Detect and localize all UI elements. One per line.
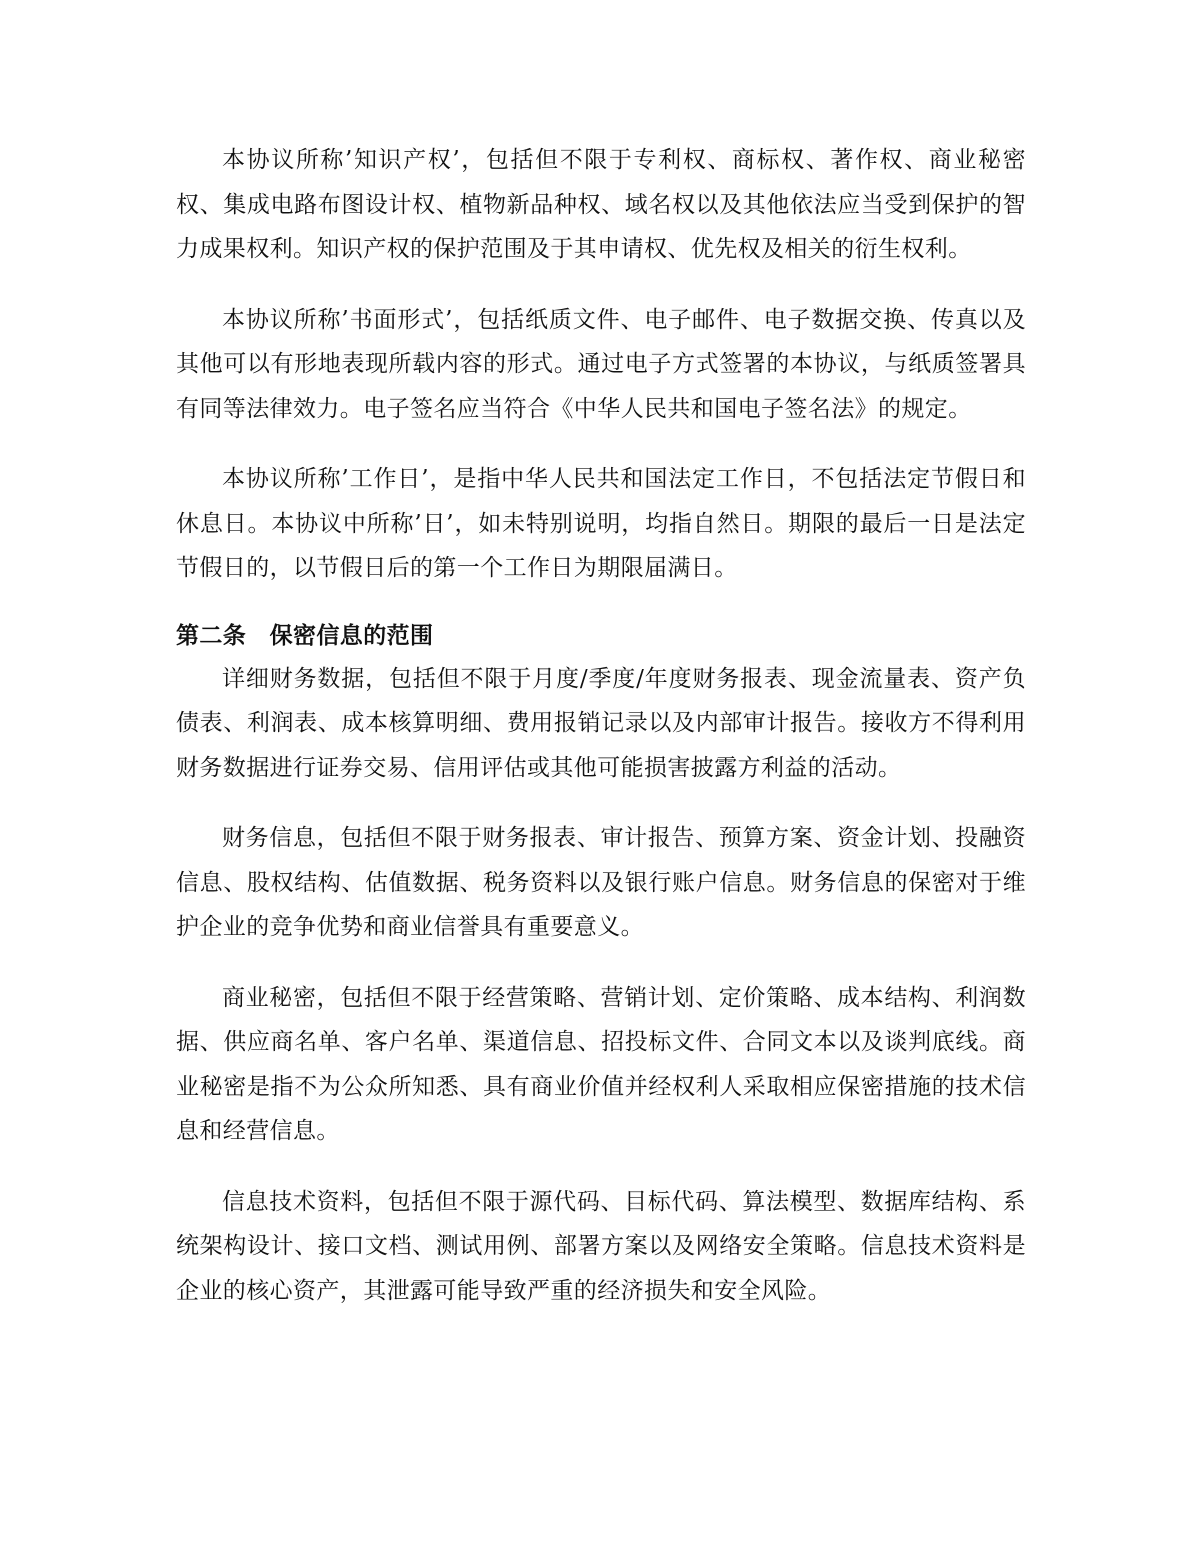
paragraph-trade-secrets: 商业秘密，包括但不限于经营策略、营销计划、定价策略、成本结构、利润数据、供应商名单、客户名单、渠道信息、招投标文件、合同文本以及谈判底线。商业秘密是指不为公众所知悉、具有商业价值并经权利人采取相应保密措施的技术信息和经营信息。 [176, 984, 1026, 1144]
paragraph-financial-information: 财务信息，包括但不限于财务报表、审计报告、预算方案、资金计划、投融资信息、股权结构、估值数据、税务资料以及银行账户信息。财务信息的保密对于维护企业的竞争优势和商业信誉具有重要意义。 [176, 825, 1026, 940]
document-page [176, 138, 1026, 1313]
definition-working-day: 本协议所称’工作日’，是指中华人民共和国法定工作日，不包括法定节假日和休息日。本协议中所称’日’，如未特别说明，均指自然日。期限的最后一日是法定节假日的，以节假日后的第一个工作日为期限届满日。 [176, 466, 1026, 581]
definition-written-form: 本协议所称’书面形式’，包括纸质文件、电子邮件、电子数据交换、传真以及其他可以有形地表现所载内容的形式。通过电子方式签署的本协议，与纸质签署具有同等法律效力。电子签名应当符合《中华人民共和国电子签名法》的规定。 [176, 306, 1026, 422]
paragraph-it-materials: 信息技术资料，包括但不限于源代码、目标代码、算法模型、数据库结构、系统架构设计、接口文档、测试用例、部署方案以及网络安全策略。信息技术资料是企业的核心资产，其泄露可能导致严重的经济损失和安全风险。 [176, 1188, 1026, 1304]
section-heading: 第二条 保密信息的范围 [176, 622, 434, 649]
paragraph-detailed-financial-data: 详细财务数据，包括但不限于月度/季度/年度财务报表、现金流量表、资产负债表、利润表、成本核算明细、费用报销记录以及内部审计报告。接收方不得利用财务数据进行证券交易、信用评估或其他可能损害披露方利益的活动。 [176, 665, 1026, 781]
definition-intellectual-property: 本协议所称’知识产权’，包括但不限于专利权、商标权、著作权、商业秘密权、集成电路布图设计权、植物新品种权、域名权以及其他依法应当受到保护的智力成果权利。知识产权的保护范围及于其申请权、优先权及相关的衍生权利。 [176, 147, 1026, 262]
